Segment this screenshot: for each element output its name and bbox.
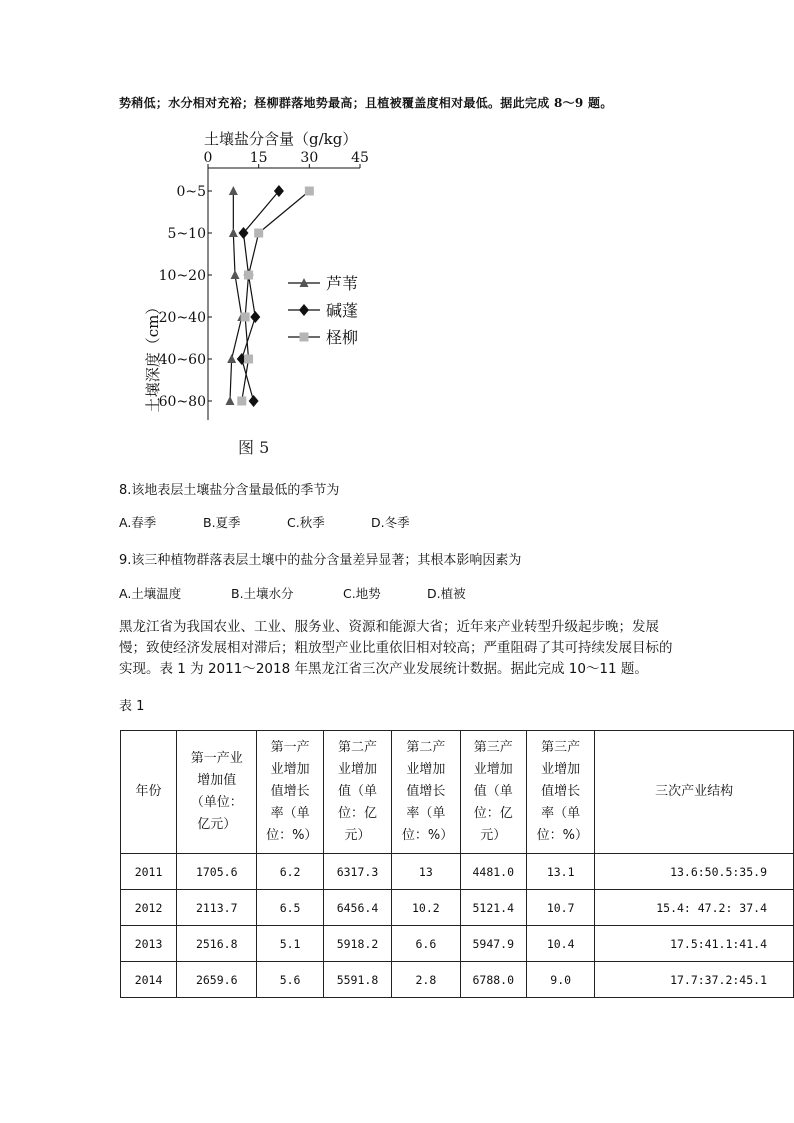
x-tick-label: 15 <box>249 150 268 166</box>
salt-content-chart <box>130 128 390 458</box>
series-square <box>237 187 314 406</box>
y-category-label: 5~10 <box>167 226 206 242</box>
y-category-label: 40~60 <box>158 352 206 368</box>
cell-secondary-growth: 10.2 <box>392 890 460 926</box>
industry-stats-table <box>120 730 794 998</box>
x-tick-label: 30 <box>300 150 319 166</box>
cell-primary-growth: 5.6 <box>257 962 323 998</box>
header-tertiary-growth: 第三产业增加值增长率（单位：%） <box>526 731 594 854</box>
header-primary-growth: 第一产业增加值增长率（单位：%） <box>257 731 323 854</box>
legend-marker <box>299 304 309 316</box>
cell-tertiary-value: 4481.0 <box>460 854 526 890</box>
header-year: 年份 <box>121 731 177 854</box>
cell-tertiary-value: 5121.4 <box>460 890 526 926</box>
q9-option-c[interactable]: C.地势 <box>343 586 381 601</box>
y-category-label: 20~40 <box>158 310 206 326</box>
chart-legend <box>288 274 358 347</box>
cell-primary-value: 2516.8 <box>177 926 257 962</box>
series-line <box>230 191 242 401</box>
cell-primary-growth: 6.5 <box>257 890 323 926</box>
header-tertiary-value: 第三产业增加值（单位：亿元） <box>460 731 526 854</box>
cell-tertiary-value: 5947.9 <box>460 926 526 962</box>
data-point <box>244 355 253 364</box>
cell-structure: 15.4: 47.2: 37.4 <box>595 890 794 926</box>
cell-secondary-growth: 6.6 <box>392 926 460 962</box>
table-row <box>121 962 794 998</box>
data-point <box>229 228 238 237</box>
table-row <box>121 926 794 962</box>
cell-primary-growth: 5.1 <box>257 926 323 962</box>
cell-secondary-value: 6456.4 <box>323 890 391 926</box>
cell-year: 2011 <box>121 854 177 890</box>
y-category-label: 60~80 <box>158 394 206 410</box>
cell-tertiary-growth: 9.0 <box>526 962 594 998</box>
table-caption: 表 1 <box>119 699 145 714</box>
q9-option-b[interactable]: B.土壤水分 <box>231 586 294 601</box>
data-point <box>237 397 246 406</box>
cell-tertiary-growth: 10.7 <box>526 890 594 926</box>
q9-option-a[interactable]: A.土壤温度 <box>119 586 182 601</box>
cell-primary-growth: 6.2 <box>257 854 323 890</box>
chart-series <box>225 185 313 407</box>
cell-secondary-value: 6317.3 <box>323 854 391 890</box>
q9-option-d[interactable]: D.植被 <box>427 586 466 601</box>
data-point <box>249 395 259 407</box>
data-point <box>241 313 250 322</box>
figure-caption: 图 5 <box>238 438 270 457</box>
x-tick-label: 45 <box>351 150 369 166</box>
cell-year: 2014 <box>121 962 177 998</box>
question-9-stem: 9.该三种植物群落表层土壤中的盐分含量差异显著；其根本影响因素为 <box>119 553 522 568</box>
data-point <box>244 271 253 280</box>
series-triangle <box>225 186 246 405</box>
q8-option-c[interactable]: C.秋季 <box>287 515 325 530</box>
q8-option-d[interactable]: D.冬季 <box>371 515 410 530</box>
legend-label: 芦苇 <box>326 274 359 293</box>
x-tick-labels <box>204 150 369 166</box>
y-category-label: 0~5 <box>176 184 206 200</box>
cell-year: 2013 <box>121 926 177 962</box>
q8-option-b[interactable]: B.夏季 <box>203 515 241 530</box>
cell-structure: 17.5:41.1:41.4 <box>595 926 794 962</box>
header-secondary-value: 第二产业增加值（单位：亿元） <box>323 731 391 854</box>
data-point <box>250 311 260 323</box>
cell-tertiary-growth: 10.4 <box>526 926 594 962</box>
header-primary-value: 第一产业增加值（单位：亿元） <box>177 731 257 854</box>
cell-tertiary-growth: 13.1 <box>526 854 594 890</box>
cell-secondary-value: 5591.8 <box>323 962 391 998</box>
cell-tertiary-value: 6788.0 <box>460 962 526 998</box>
table-header-row <box>121 731 794 854</box>
data-point <box>305 187 314 196</box>
intro-line: 势稍低；水分相对充裕；柽柳群落地势最高；且植被覆盖度相对最低。据此完成 8～9 题。 <box>119 96 613 110</box>
legend-marker <box>300 333 309 342</box>
y-axis-label: 土壤深度（cm） <box>144 299 162 413</box>
data-point <box>231 270 240 279</box>
y-category-labels <box>159 184 206 410</box>
question-8-stem: 8.该地表层土壤盐分含量最低的季节为 <box>119 483 340 498</box>
cell-secondary-growth: 2.8 <box>392 962 460 998</box>
table-row <box>121 854 794 890</box>
legend-label: 碱蓬 <box>326 301 359 320</box>
x-tick-label: 0 <box>203 150 213 166</box>
cell-secondary-growth: 13 <box>392 854 460 890</box>
cell-primary-value: 2659.6 <box>177 962 257 998</box>
legend-label: 柽柳 <box>326 328 359 347</box>
q8-option-a[interactable]: A.春季 <box>119 515 157 530</box>
data-point <box>254 229 263 238</box>
data-point <box>229 186 238 195</box>
header-secondary-growth: 第二产业增加值增长率（单位：%） <box>392 731 460 854</box>
header-structure: 三次产业结构 <box>595 731 794 854</box>
cell-primary-value: 1705.6 <box>177 854 257 890</box>
y-category-label: 10~20 <box>158 268 206 284</box>
cell-primary-value: 2113.7 <box>177 890 257 926</box>
table-row <box>121 890 794 926</box>
data-point <box>227 354 236 363</box>
passage-text: 黑龙江省为我国农业、工业、服务业、资源和能源大省；近年来产业转型升级起步晚；发展慢；致使经济发展相对滞后；粗放型产业比重依旧相对较高；严重阻碍了其可持续发展目标的实现。表 1 为 2011～2018 年黑龙江省三次产业发展统计数据。据此完成 10～11 题。 <box>119 619 673 677</box>
cell-structure: 13.6:50.5:35.9 <box>595 854 794 890</box>
chart-title: 土壤盐分含量（g/kg） <box>204 130 358 148</box>
cell-structure: 17.7:37.2:45.1 <box>595 962 794 998</box>
cell-secondary-value: 5918.2 <box>323 926 391 962</box>
cell-year: 2012 <box>121 890 177 926</box>
data-point <box>225 396 234 405</box>
